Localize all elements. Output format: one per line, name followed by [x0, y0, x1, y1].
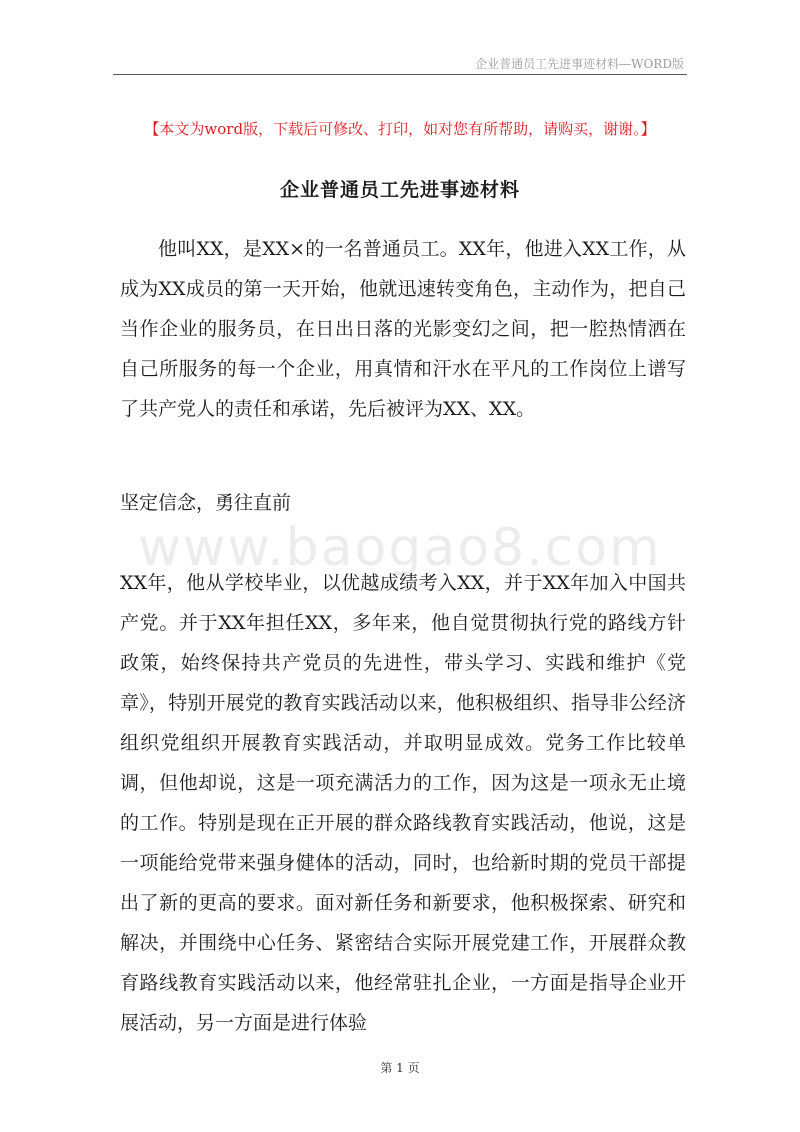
watermark: www.baogao8.com: [138, 518, 662, 578]
page-number: 第 1 页: [380, 1061, 420, 1075]
section-heading: 坚定信念，勇往直前: [120, 492, 292, 514]
purchase-notice: 【本文为word版，下载后可修改、打印，如对您有所帮助，请购买，谢谢。】: [144, 120, 656, 138]
document-title: 企业普通员工先进事迹材料: [279, 179, 520, 201]
page-header: 企业普通员工先进事迹材料—WORD版: [475, 57, 684, 71]
intro-paragraph: 他叫XX，是XX×的一名普通员工。XX年，他进入XX工作，从成为XX成员的第一天开始，他就迅速转变角色，主动作为，把自己当作企业的服务员，在日出日落的光影变幻之间，把一腔热情洒在自己所服务的每一个企业，用真情和汗水在平凡的工作岗位上谱写了共产党人的责任和承诺，先后被评为XX、XX。: [120, 238, 686, 420]
body-paragraph: XX年，他从学校毕业，以优越成绩考入XX，并于XX年加入中国共产党。并于XX年担任XX，多年来，他自觉贯彻执行党的路线方针政策，始终保持共产党员的先进性，带头学习、实践和维护《党章》，特别开展党的教育实践活动以来，他积极组织、指导非公经济组织党组织开展教育实践活动，并取明显成效。党务工作比较单调，但他却说，这是一项充满活力的工作，因为这是一项永无止境的工作。特别是现在正开展的群众路线教育实践活动，他说，这是一项能给党带来强身健体的活动，同时，也给新时期的党员干部提出了新的更高的要求。面对新任务和新要求，他积极探索、研究和解决，并围绕中心任务、紧密结合实际开展党建工作，开展群众教育路线教育实践活动以来，他经常驻扎企业，一方面是指导企业开展活动，另一方面是进行体验: [120, 572, 686, 1034]
header-divider: [113, 74, 687, 75]
